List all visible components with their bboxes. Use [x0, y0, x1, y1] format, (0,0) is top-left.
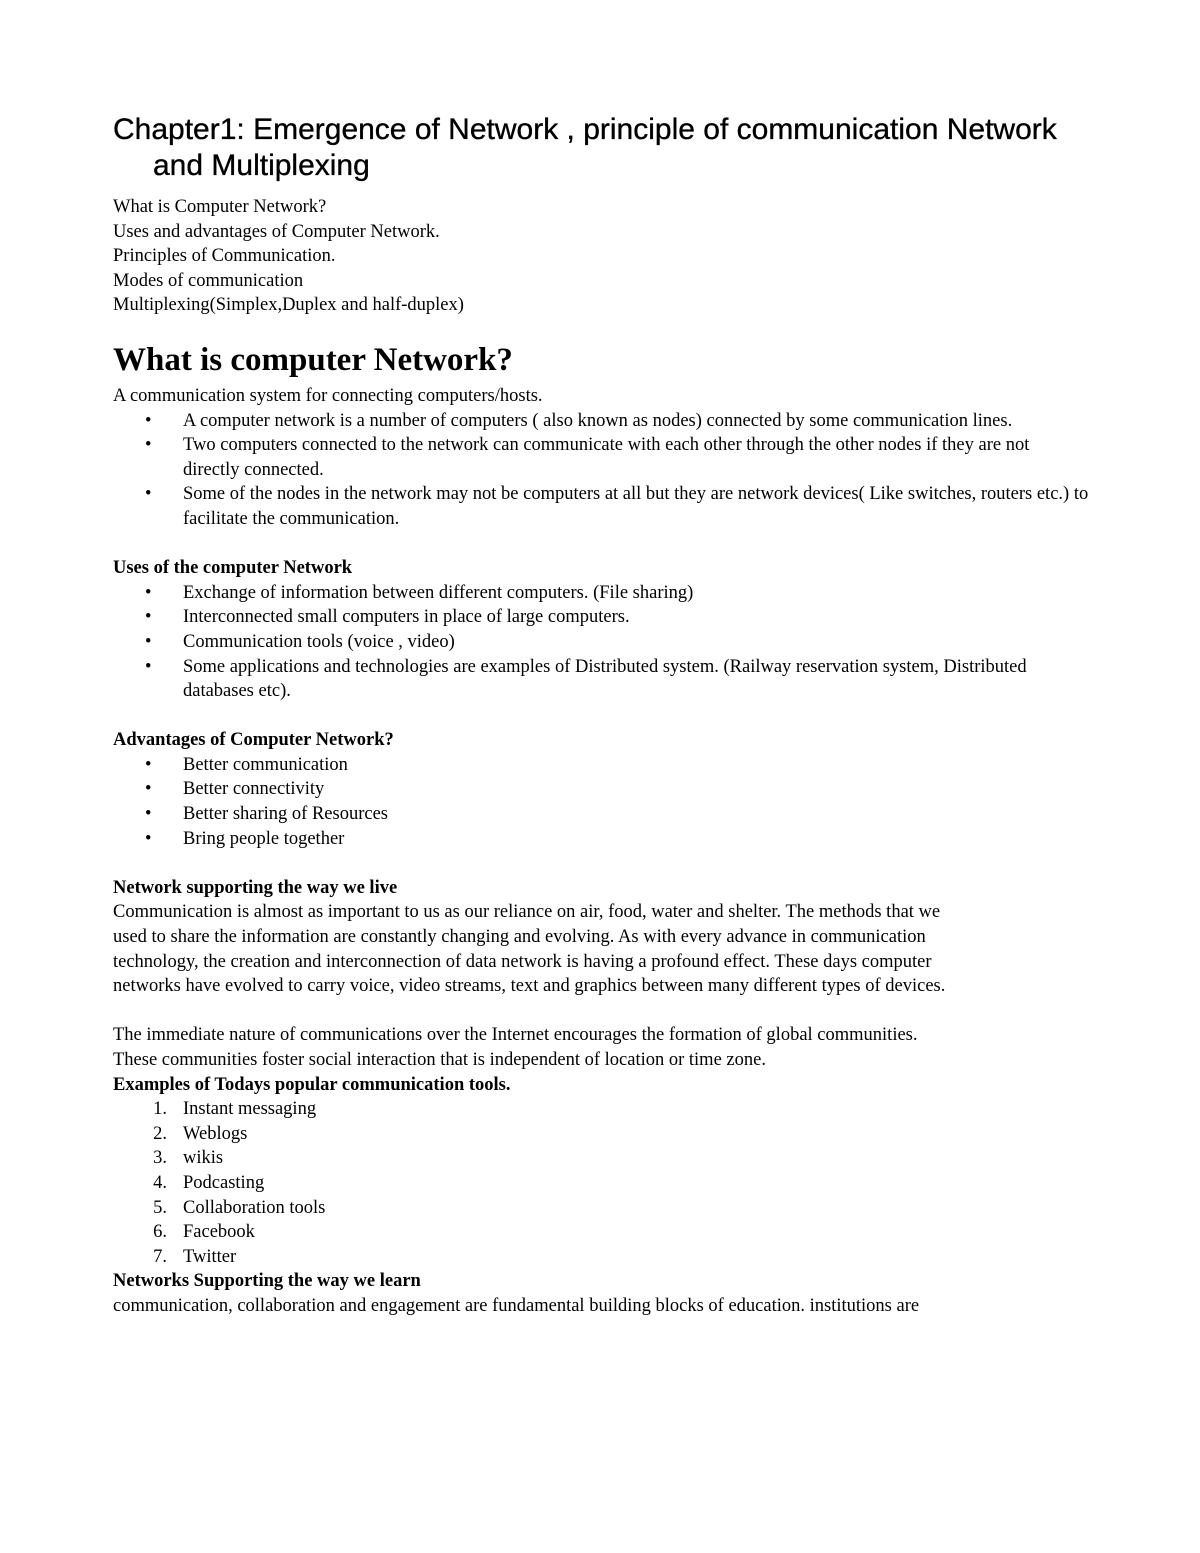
- uses-heading: Uses of the computer Network: [113, 558, 353, 579]
- list-number: 4.: [153, 1172, 167, 1193]
- learn-heading: Networks Supporting the way we learn: [113, 1271, 421, 1292]
- list-item-text: Interconnected small computers in place of large computers.: [183, 607, 630, 628]
- bullet-icon: •: [145, 804, 152, 825]
- list-item-text: Instant messaging: [183, 1099, 317, 1120]
- advantages-bullet-list: [113, 753, 1090, 851]
- list-item-text: Better connectivity: [183, 779, 325, 800]
- list-item: [113, 777, 1090, 802]
- list-item: [113, 753, 1090, 778]
- bullet-icon: •: [145, 435, 152, 456]
- list-item: [113, 433, 1090, 482]
- list-item: [113, 802, 1090, 827]
- list-item: [113, 1245, 1090, 1270]
- intro-paragraph: A communication system for connecting computers/hosts.: [113, 385, 543, 406]
- definition-bullet-list: [113, 409, 1090, 532]
- live-heading: Network supporting the way we live: [113, 877, 398, 898]
- list-item: [113, 1171, 1090, 1196]
- toc-item: Modes of communication: [113, 270, 304, 291]
- list-item-text: Two computers connected to the network can communicate with each other through the other nodes if they are not directly connected.: [183, 435, 1030, 480]
- list-item-text: Exchange of information between different computers. (File sharing): [183, 582, 694, 603]
- bullet-icon: •: [145, 607, 152, 628]
- spacer: [113, 851, 1090, 876]
- bullet-icon: •: [145, 582, 152, 603]
- spacer: [113, 999, 1090, 1024]
- list-item-text: Podcasting: [183, 1172, 265, 1193]
- list-item: [113, 1220, 1090, 1245]
- list-item-text: Bring people together: [183, 828, 345, 849]
- list-item-text: Better sharing of Resources: [183, 804, 388, 825]
- spacer: [113, 532, 1090, 557]
- list-item-text: Some applications and technologies are examples of Distributed system. (Railway reservation system, Distributed databases etc).: [183, 656, 1027, 702]
- learn-paragraph-line: communication, collaboration and engagement are fundamental building blocks of education. institutions are: [113, 1295, 920, 1316]
- toc-item: Principles of Communication.: [113, 246, 336, 267]
- bullet-icon: •: [145, 484, 152, 505]
- list-number: 1.: [153, 1099, 167, 1120]
- list-item: [113, 630, 1090, 655]
- tools-heading: Examples of Todays popular communication tools.: [113, 1074, 511, 1095]
- list-item-text: Communication tools (voice , video): [183, 631, 455, 652]
- bullet-icon: •: [145, 631, 152, 652]
- paragraph-line: The immediate nature of communications over the Internet encourages the formation of global communities.: [113, 1025, 918, 1046]
- paragraph-line: Communication is almost as important to us as our reliance on air, food, water and shelter. The methods that we: [113, 902, 941, 923]
- list-item: [113, 827, 1090, 852]
- toc-item: Multiplexing(Simplex,Duplex and half-duplex): [113, 295, 464, 316]
- list-number: 2.: [153, 1123, 167, 1144]
- list-item: [113, 482, 1090, 531]
- list-item-text: Some of the nodes in the network may not be computers at all but they are network devices( Like switches, routers etc.) to facilitate the communication.: [183, 484, 1089, 529]
- list-number: 3.: [153, 1148, 167, 1169]
- section-heading: What is computer Network?: [113, 341, 513, 378]
- list-item-text: Better communication: [183, 754, 348, 775]
- tools-numbered-list: [113, 1097, 1090, 1269]
- list-item-text: A computer network is a number of computers ( also known as nodes) connected by some communication lines.: [183, 410, 1013, 431]
- toc-item: What is Computer Network?: [113, 197, 327, 217]
- uses-bullet-list: [113, 581, 1090, 704]
- toc-item: Uses and advantages of Computer Network.: [113, 221, 440, 242]
- list-item-text: Collaboration tools: [183, 1197, 326, 1218]
- list-item: [113, 605, 1090, 630]
- paragraph-line: These communities foster social interaction that is independent of location or time zone.: [113, 1050, 766, 1070]
- paragraph-line: used to share the information are constantly changing and evolving. As with every advance in communication: [113, 927, 926, 948]
- list-number: 7.: [153, 1246, 167, 1267]
- bullet-icon: •: [145, 410, 152, 431]
- bullet-icon: •: [145, 754, 152, 775]
- list-item: [113, 409, 1090, 434]
- list-item-text: Facebook: [183, 1222, 255, 1243]
- list-item: [113, 1122, 1090, 1147]
- list-number: 6.: [153, 1222, 167, 1243]
- advantages-heading: Advantages of Computer Network?: [113, 730, 394, 751]
- list-item: [113, 1196, 1090, 1221]
- list-number: 5.: [153, 1197, 167, 1218]
- bullet-icon: •: [145, 656, 152, 677]
- bullet-icon: •: [145, 828, 152, 849]
- list-item-text: Weblogs: [183, 1123, 248, 1144]
- spacer: [113, 704, 1090, 729]
- list-item: [113, 1146, 1090, 1171]
- paragraph-line: networks have evolved to carry voice, video streams, text and graphics between many different types of devices.: [113, 976, 946, 997]
- list-item: [113, 655, 1090, 704]
- bullet-icon: •: [145, 779, 152, 800]
- list-item-text: Twitter: [183, 1246, 237, 1267]
- toc-list: [113, 195, 1090, 318]
- list-item: [113, 581, 1090, 606]
- list-item: [113, 1097, 1090, 1122]
- paragraph-line: technology, the creation and interconnection of data network is having a profound effect. These days computer: [113, 951, 932, 972]
- chapter-title: Chapter1: Emergence of Network , principle of communication Network and Multiplexing: [113, 113, 1057, 182]
- live-paragraph-1: [113, 900, 1090, 998]
- list-item-text: wikis: [183, 1148, 224, 1169]
- live-paragraph-2: [113, 1023, 1090, 1072]
